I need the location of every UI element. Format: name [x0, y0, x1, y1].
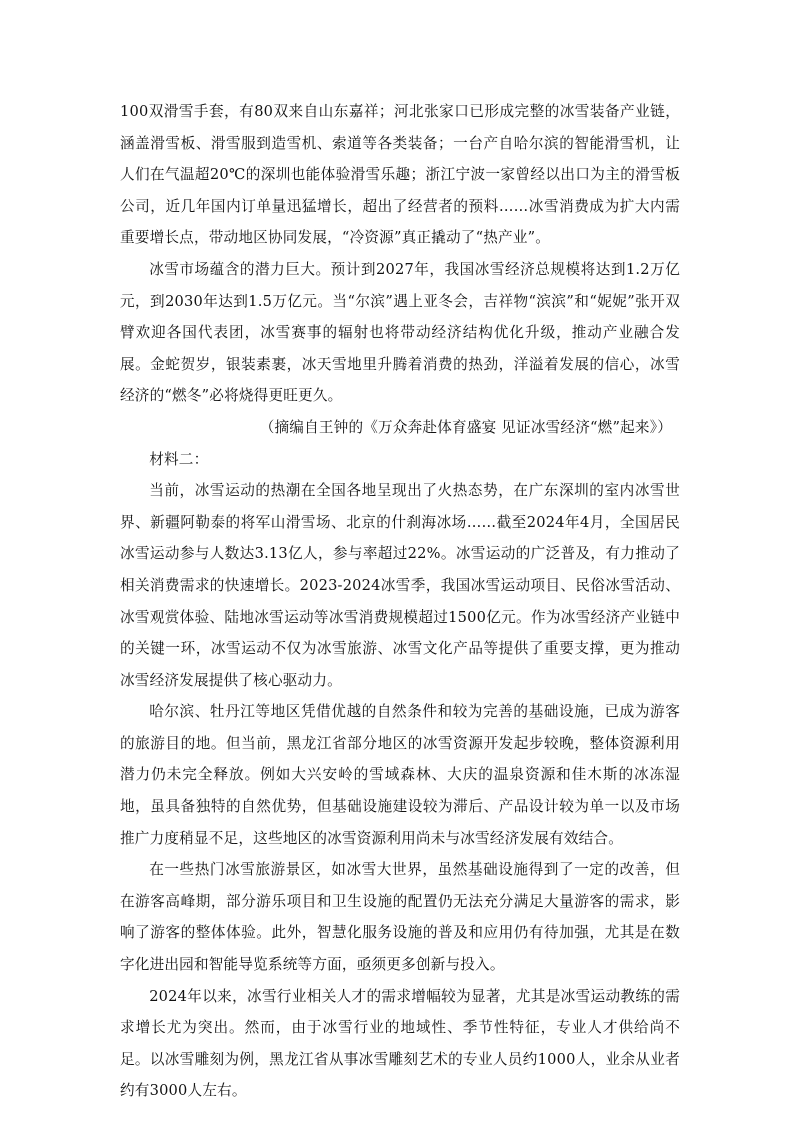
paragraph-market-potential: 冰雪市场蕴含的潜力巨大。预计到2027年，我国冰雪经济总规模将达到1.2万亿元，到2030年达到1.5万亿元。当“尔滨”遇上亚冬会，吉祥物“滨滨”和“妮妮”张开双臂欢迎各国代表团，冰雪赛事的辐射也将带动经济结构优化升级，推动产业融合发展。金蛇贺岁，银装素裹，冰天雪地里升腾着消费的热劲，洋溢着发展的信心，冰雪经济的“燃冬”必将烧得更旺更久。 [120, 260, 680, 405]
paragraph-heilongjiang-resources: 哈尔滨、牡丹江等地区凭借优越的自然条件和较为完善的基础设施，已成为游客的旅游目的地。但当前，黑龙江省部分地区的冰雪资源开发起步较晚，整体资源利用潜力仍未完全释放。例如大兴安岭的雪域森林、大庆的温泉资源和佳木斯的冰冻湿地，虽具备独特的自然优势，但基础设施建设较为滞后、产品设计较为单一以及市场推广力度稍显不足，这些地区的冰雪资源利用尚未与冰雪经济发展有效结合。 [120, 703, 680, 847]
paragraph-continued: 100双滑雪手套，有80双来自山东嘉祥；河北张家口已形成完整的冰雪装备产业链，涵盖滑雪板、滑雪服到造雪机、索道等各类装备；一台产自哈尔滨的智能滑雪机，让人们在气温超20℃的深圳也能体验滑雪乐趣；浙江宁波一家曾经以出口为主的滑雪板公司，近几年国内订单量迅猛增长，超出了经营者的预料……冰雪消费成为扩大内需重要增长点，带动地区协同发展，“冷资源”真正撬动了“热产业”。 [120, 103, 680, 247]
material-two-label: 材料二： [149, 450, 209, 468]
paragraph-talent-demand: 2024年以来，冰雪行业相关人才的需求增幅较为显著，尤其是冰雪运动教练的需求增长尤为突出。然而，由于冰雪行业的地域性、季节性特征，专业人才供给尚不足。以冰雪雕刻为例，黑龙江省从事冰雪雕刻艺术的专业人员约1000人，业余从业者约有3000人左右。 [120, 987, 680, 1100]
paragraph-scenic-areas: 在一些热门冰雪旅游景区，如冰雪大世界，虽然基础设施得到了一定的改善，但在游客高峰期，部分游乐项目和卫生设施的配置仍无法充分满足大量游客的需求，影响了游客的整体体验。此外，智慧化服务设施的普及和应用仍有待加强，尤其是在数字化进出园和智能导览系统等方面，亟须更多创新与投入。 [120, 861, 680, 974]
article-body [120, 96, 680, 1107]
source-citation: （摘编自王钟的《万众奔赴体育盛宴 见证冰雪经济“燃”起来》） [259, 418, 672, 436]
paragraph-ice-snow-sports: 当前，冰雪运动的热潮在全国各地呈现出了火热态势，在广东深圳的室内冰雪世界、新疆阿勒泰的将军山滑雪场、北京的什刹海冰场……截至2024年4月，全国居民冰雪运动参与人数达3.13亿人，参与率超过22%。冰雪运动的广泛普及，有力推动了相关消费需求的快速增长。2023-2024冰雪季，我国冰雪运动项目、民俗冰雪活动、冰雪观赏体验、陆地冰雪运动等冰雪消费规模超过1500亿元。作为冰雪经济产业链中的关键一环，冰雪运动不仅为冰雪旅游、冰雪文化产品等提供了重要支撑，更为推动冰雪经济发展提供了核心驱动力。 [120, 482, 680, 689]
